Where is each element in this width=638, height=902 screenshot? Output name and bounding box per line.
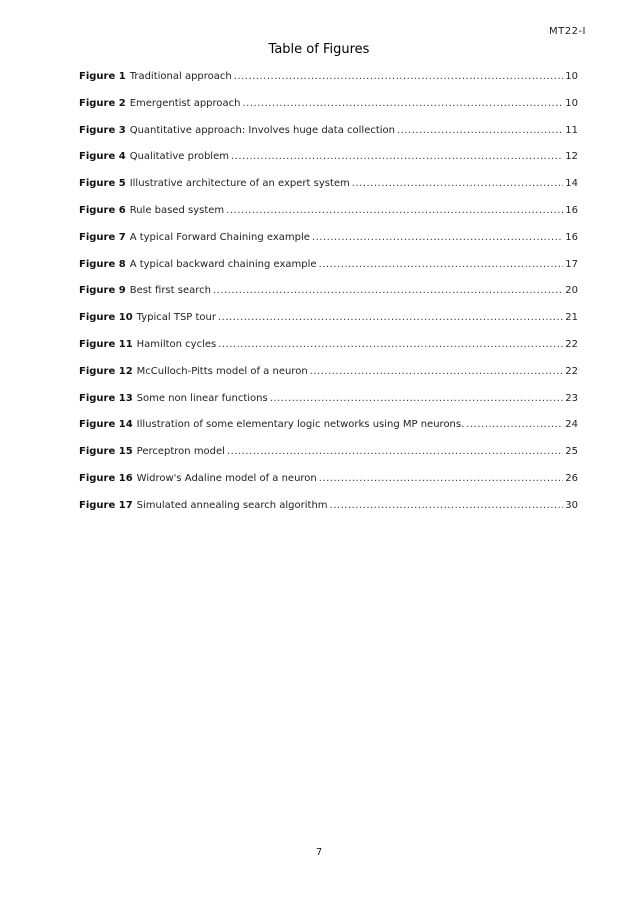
toc-entry[interactable] bbox=[79, 363, 578, 390]
figure-caption: Rule based system bbox=[129, 204, 225, 216]
dot-leader bbox=[312, 229, 563, 247]
figure-label: Figure 16 bbox=[79, 472, 133, 484]
toc-entry[interactable] bbox=[79, 202, 578, 229]
figure-page-number: 16 bbox=[565, 204, 578, 216]
figure-page-number: 16 bbox=[565, 231, 578, 243]
toc-entry[interactable] bbox=[79, 95, 578, 122]
figure-label: Figure 2 bbox=[79, 97, 126, 109]
figure-page-number: 30 bbox=[565, 499, 578, 511]
figure-page-number: 17 bbox=[565, 258, 578, 270]
figure-page-number: 24 bbox=[565, 419, 578, 431]
dot-leader bbox=[234, 68, 564, 86]
dot-leader bbox=[352, 175, 563, 193]
figure-page-number: 11 bbox=[565, 124, 578, 136]
dot-leader bbox=[218, 309, 563, 327]
toc-entry[interactable] bbox=[79, 175, 578, 202]
page-number: 7 bbox=[315, 847, 323, 858]
toc-entry[interactable] bbox=[79, 390, 578, 417]
figure-caption: A typical backward chaining example bbox=[129, 258, 317, 270]
dot-leader bbox=[270, 390, 564, 408]
figure-page-number: 21 bbox=[565, 312, 578, 324]
figure-page-number: 23 bbox=[565, 392, 578, 404]
dot-leader bbox=[466, 416, 563, 434]
figure-caption: Quantitative approach: Involves huge data collection bbox=[129, 124, 396, 136]
document-header-code: MT22-I bbox=[548, 26, 586, 37]
figure-label: Figure 5 bbox=[79, 178, 126, 190]
figure-caption: McCulloch-Pitts model of a neuron bbox=[136, 365, 308, 377]
toc-entry[interactable] bbox=[79, 148, 578, 175]
figure-caption: Illustrative architecture of an expert system bbox=[129, 178, 350, 190]
figure-caption: Traditional approach bbox=[129, 71, 232, 82]
toc-entry[interactable] bbox=[79, 309, 578, 336]
figure-label: Figure 10 bbox=[79, 312, 133, 324]
toc-entry[interactable] bbox=[79, 256, 578, 283]
figure-page-number: 20 bbox=[565, 285, 578, 297]
figure-page-number: 22 bbox=[565, 365, 578, 377]
toc-entry[interactable] bbox=[79, 416, 578, 443]
toc-entry[interactable] bbox=[79, 336, 578, 363]
figure-label: Figure 15 bbox=[79, 446, 133, 458]
figure-caption: Emergentist approach bbox=[129, 97, 241, 109]
dot-leader bbox=[218, 336, 563, 354]
dot-leader bbox=[243, 95, 564, 113]
figure-caption: Qualitative problem bbox=[129, 151, 229, 163]
figure-page-number: 12 bbox=[565, 151, 578, 163]
figure-label: Figure 1 bbox=[79, 71, 126, 82]
toc-entry[interactable] bbox=[79, 470, 578, 497]
page-title: Table of Figures bbox=[268, 42, 370, 57]
dot-leader bbox=[319, 256, 564, 274]
dot-leader bbox=[213, 282, 563, 300]
figure-caption: A typical Forward Chaining example bbox=[129, 231, 310, 243]
figure-caption: Some non linear functions bbox=[136, 392, 268, 404]
figure-label: Figure 3 bbox=[79, 124, 126, 136]
toc-entry[interactable] bbox=[79, 282, 578, 309]
toc-entry[interactable] bbox=[79, 229, 578, 256]
figure-label: Figure 9 bbox=[79, 285, 126, 297]
figure-label: Figure 11 bbox=[79, 338, 133, 350]
figure-label: Figure 12 bbox=[79, 365, 133, 377]
figure-caption: Typical TSP tour bbox=[136, 312, 216, 324]
figure-label: Figure 7 bbox=[79, 231, 126, 243]
figure-caption: Simulated annealing search algorithm bbox=[136, 499, 328, 511]
toc-entry[interactable] bbox=[79, 497, 578, 524]
figure-label: Figure 8 bbox=[79, 258, 126, 270]
figure-caption: Widrow's Adaline model of a neuron bbox=[136, 472, 317, 484]
figure-page-number: 25 bbox=[565, 446, 578, 458]
dot-leader bbox=[319, 470, 564, 488]
figure-page-number: 10 bbox=[565, 97, 578, 109]
dot-leader bbox=[226, 202, 563, 220]
figure-caption: Best first search bbox=[129, 285, 211, 297]
dot-leader bbox=[397, 122, 563, 140]
toc-entry[interactable] bbox=[79, 68, 578, 95]
figure-label: Figure 13 bbox=[79, 392, 133, 404]
table-of-figures-list bbox=[79, 68, 578, 524]
figure-page-number: 22 bbox=[565, 338, 578, 350]
figure-page-number: 10 bbox=[565, 71, 578, 82]
figure-caption: Perceptron model bbox=[136, 446, 225, 458]
figure-label: Figure 17 bbox=[79, 499, 133, 511]
figure-label: Figure 4 bbox=[79, 151, 126, 163]
dot-leader bbox=[330, 497, 564, 515]
figure-page-number: 14 bbox=[565, 178, 578, 190]
dot-leader bbox=[227, 443, 563, 461]
dot-leader bbox=[231, 148, 563, 166]
figure-label: Figure 14 bbox=[79, 419, 133, 431]
figure-caption: Illustration of some elementary logic networks using MP neurons. bbox=[136, 419, 465, 431]
dot-leader bbox=[310, 363, 564, 381]
toc-entry[interactable] bbox=[79, 122, 578, 149]
toc-entry[interactable] bbox=[79, 443, 578, 470]
figure-page-number: 26 bbox=[565, 472, 578, 484]
figure-label: Figure 6 bbox=[79, 204, 126, 216]
figure-caption: Hamilton cycles bbox=[136, 338, 217, 350]
